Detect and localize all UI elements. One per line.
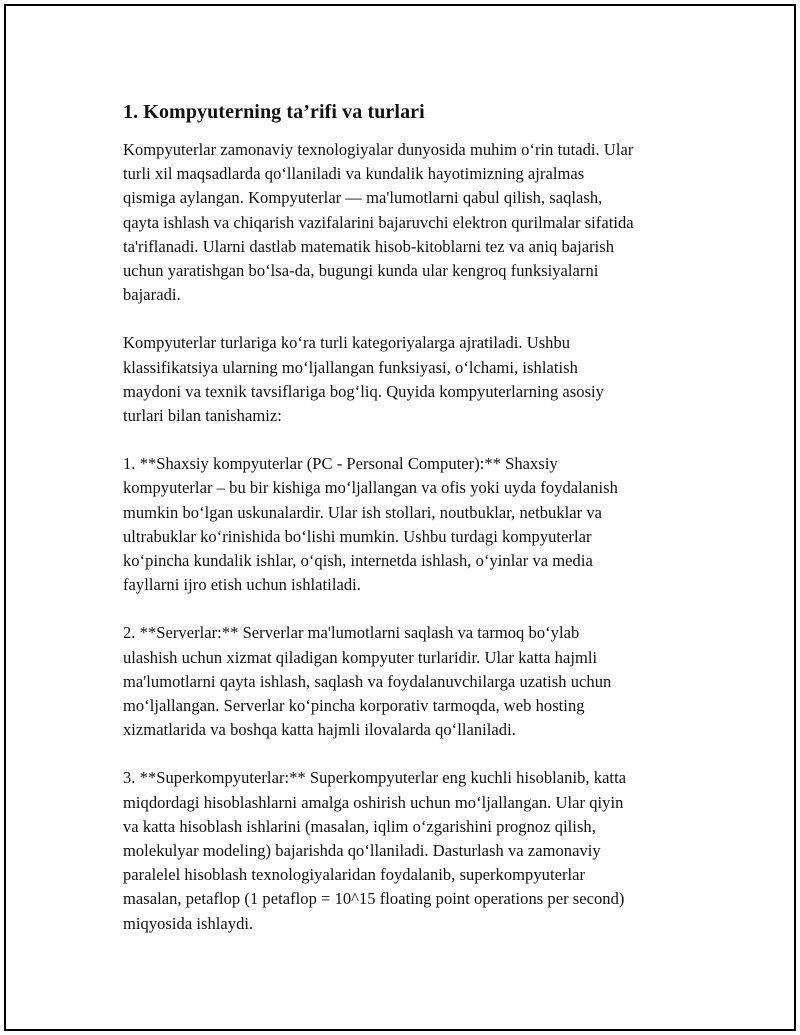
text-line: miqdordagi hisoblashlarni amalga oshirish uchun mo‘ljallangan. Ular qiyin	[123, 792, 624, 812]
text-line: kompyuterlar – bu bir kishiga mo‘ljallangan va ofis yoki uyda foydalanish	[123, 478, 618, 498]
text-line: maydoni va texnik tavsiflariga bog‘liq. Quyida kompyuterlarning asosiy	[123, 381, 604, 401]
paragraph-intro	[123, 138, 703, 307]
text-line: 3. **Superkompyuterlar:** Superkompyuterlar eng kuchli hisoblanib, katta	[123, 768, 627, 788]
text-line: ko‘pincha kundalik ishlar, o‘qish, internetda ishlash, o‘yinlar va media	[123, 551, 593, 571]
page-frame	[4, 4, 796, 1031]
paragraph-servers	[123, 621, 703, 742]
text-line: mumkin bo‘lgan uskunalardir. Ular ish stollari, noutbuklar, netbuklar va	[123, 502, 603, 522]
paragraph-personal-computers	[123, 452, 703, 597]
text-line: ultrabuklar ko‘rinishida bo‘lishi mumkin. Ushbu turdagi kompyuterlar	[123, 526, 592, 546]
text-line: va katta hisoblash ishlarini (masalan, iqlim o‘zgarishini prognoz qilish,	[123, 816, 596, 836]
text-line: 1. **Shaxsiy kompyuterlar (PC - Personal Computer):** Shaxsiy	[123, 454, 558, 474]
text-line: ulashish uchun xizmat qiladigan kompyuter turlaridir. Ular katta hajmli	[123, 647, 598, 667]
text-line: bajaradi.	[123, 285, 181, 305]
text-line: xizmatlarida va boshqa katta hajmli ilovalarda qo‘llaniladi.	[123, 720, 516, 740]
text-line: molekulyar modeling) bajarishda qo‘llaniladi. Dasturlash va zamonaviy	[123, 841, 601, 861]
text-line: masalan, petaflop (1 petaflop = 10^15 floating point operations per second)	[123, 889, 625, 909]
text-line: miqyosida ishlaydi.	[123, 913, 254, 933]
text-line: qayta ishlash va chiqarish vazifalarini bajaruvchi elektron qurilmalar sifatida	[123, 212, 634, 232]
text-line: turlari bilan tanishamiz:	[123, 406, 282, 426]
text-line: uchun yaratishgan bo‘lsa-da, bugungi kunda ular kengroq funksiyalarni	[123, 261, 599, 281]
text-line: turli xil maqsadlarda qo‘llaniladi va kundalik hayotimizning ajralmas	[123, 164, 585, 184]
text-line: paralelel hisoblash texnologiyalaridan foydalanib, superkompyuterlar	[123, 865, 586, 885]
text-line: mo‘ljallangan. Serverlar ko‘pincha korporativ tarmoqda, web hosting	[123, 696, 585, 716]
section-heading: 1. Kompyuterning ta’rifi va turlari	[123, 101, 425, 123]
text-line: fayllarni ijro etish uchun ishlatiladi.	[123, 575, 361, 595]
paragraph-supercomputers	[123, 766, 703, 935]
text-line: klassifikatsiya ularning mo‘ljallangan funksiyasi, o‘lchami, ishlatish	[123, 357, 578, 377]
paragraph-classification	[123, 331, 703, 428]
document-body	[123, 99, 703, 960]
text-line: ta'riflanadi. Ularni dastlab matematik hisob-kitoblarni tez va aniq bajarish	[123, 236, 615, 256]
text-line: Kompyuterlar turlariga ko‘ra turli kategoriyalarga ajratiladi. Ushbu	[123, 333, 571, 353]
text-line: Kompyuterlar zamonaviy texnologiyalar dunyosida muhim o‘rin tutadi. Ular	[123, 140, 634, 159]
text-line: ma'lumotlarni qayta ishlash, saqlash va foydalanuvchilarga uzatish uchun	[123, 671, 612, 691]
text-line: 2. **Serverlar:** Serverlar ma'lumotlarni saqlash va tarmoq bo‘ylab	[123, 623, 580, 643]
text-line: qismiga aylangan. Kompyuterlar — ma'lumotlarni qabul qilish, saqlash,	[123, 188, 603, 208]
